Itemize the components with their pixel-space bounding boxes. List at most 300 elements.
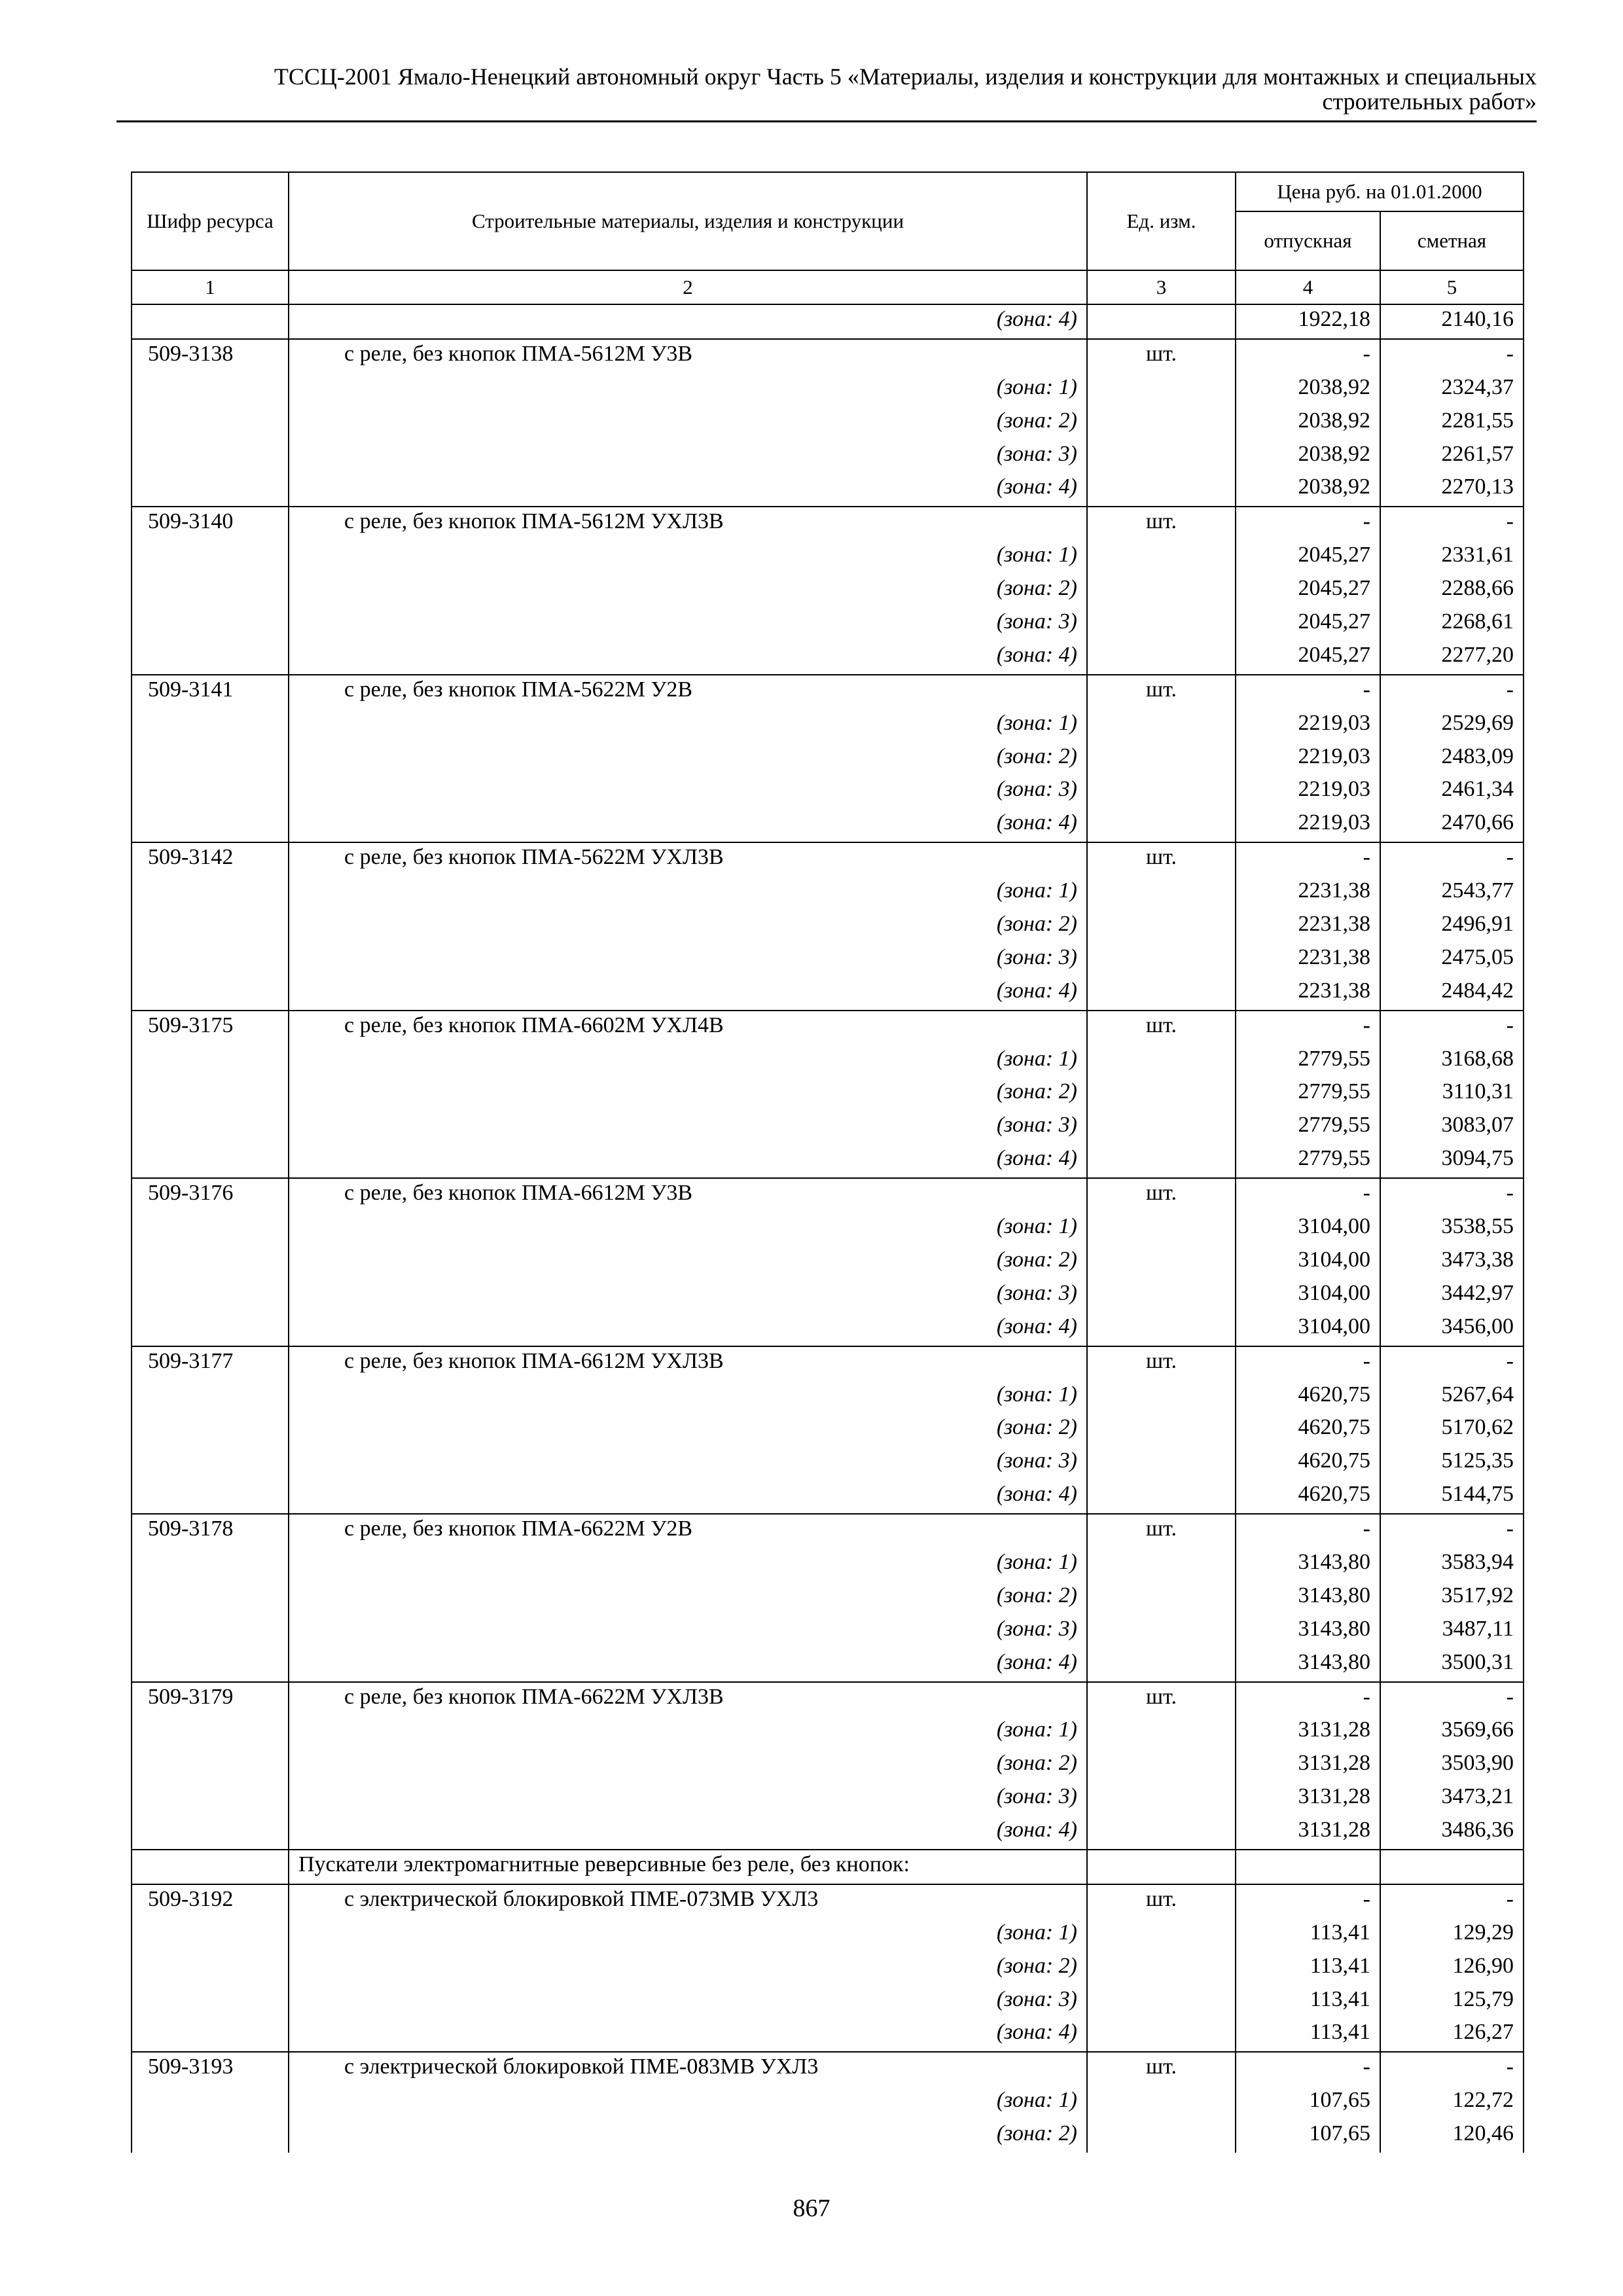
resource-code-cell [132, 910, 289, 943]
unit-cell [1087, 1111, 1236, 1144]
estimate-price-cell: 3473,21 [1380, 1782, 1524, 1816]
unit-cell [1087, 709, 1236, 742]
release-price-cell: 2779,55 [1236, 1144, 1380, 1178]
release-price-cell: 2231,38 [1236, 977, 1380, 1011]
estimate-price-cell: 3094,75 [1380, 1144, 1524, 1178]
material-name-cell: с реле, без кнопок ПМА-5622М УХЛ3В [289, 842, 1087, 876]
estimate-price-cell: 2331,61 [1380, 541, 1524, 574]
resource-code-cell [132, 2086, 289, 2119]
zone-label-cell: (зона: 2) [289, 1581, 1087, 1615]
resource-code-cell [132, 1615, 289, 1648]
zone-label-cell: (зона: 2) [289, 1077, 1087, 1111]
zone-label-cell: (зона: 4) [289, 1312, 1087, 1346]
release-price-cell: - [1236, 1346, 1380, 1380]
table-row [132, 1480, 1524, 1514]
zone-label-cell: (зона: 4) [289, 1816, 1087, 1850]
zone-label-cell: (зона: 3) [289, 943, 1087, 977]
resource-code-cell [132, 775, 289, 808]
unit-cell [1087, 1480, 1236, 1514]
column-number: 3 [1087, 270, 1236, 304]
column-number: 1 [132, 270, 289, 304]
unit-cell [1087, 1749, 1236, 1782]
zone-label-cell: (зона: 3) [289, 1111, 1087, 1144]
material-name-cell: с реле, без кнопок ПМА-6612М У3В [289, 1178, 1087, 1212]
zone-label-cell: (зона: 2) [289, 2119, 1087, 2153]
material-name-cell: с электрической блокировкой ПМЕ-083МВ УХЛ3 [289, 2052, 1087, 2086]
table-row [132, 943, 1524, 977]
table-row [132, 910, 1524, 943]
resource-code-cell: 509-3140 [132, 507, 289, 541]
resource-code-cell [132, 1111, 289, 1144]
release-price-cell: 3143,80 [1236, 1648, 1380, 1682]
resource-code-cell [132, 1480, 289, 1514]
resource-code-cell [132, 373, 289, 406]
estimate-price-cell: 3583,94 [1380, 1548, 1524, 1581]
table-row [132, 742, 1524, 776]
resource-code-cell [132, 1212, 289, 1246]
unit-cell [1087, 1246, 1236, 1279]
estimate-price-cell: - [1380, 507, 1524, 541]
estimate-price-cell: 122,72 [1380, 2086, 1524, 2119]
release-price-cell: 2779,55 [1236, 1045, 1380, 1078]
resource-code-cell [132, 1952, 289, 1985]
table-row [132, 641, 1524, 675]
estimate-price-cell: - [1380, 1884, 1524, 1918]
resource-code-cell [132, 1144, 289, 1178]
header-name: Строительные материалы, изделия и конструкции [289, 172, 1087, 270]
release-price-cell: - [1236, 1011, 1380, 1045]
table-row [132, 1279, 1524, 1312]
zone-label-cell: (зона: 3) [289, 1985, 1087, 2018]
table-row [132, 1346, 1524, 1380]
table-row [132, 2119, 1524, 2153]
unit-cell [1087, 943, 1236, 977]
release-price-cell [1236, 1850, 1380, 1884]
estimate-price-cell: 3487,11 [1380, 1615, 1524, 1648]
unit-cell [1087, 641, 1236, 675]
estimate-price-cell: 126,27 [1380, 2018, 1524, 2052]
resource-code-cell [132, 541, 289, 574]
header-title-line1: ТССЦ-2001 Ямало-Ненецкий автономный округ Часть 5 «Материалы, изделия и конструкции для монтажных и специальных [274, 63, 1537, 90]
table-row [132, 1581, 1524, 1615]
estimate-price-cell: 3456,00 [1380, 1312, 1524, 1346]
zone-label-cell: (зона: 4) [289, 1648, 1087, 1682]
zone-label-cell: (зона: 1) [289, 1918, 1087, 1952]
unit-cell [1087, 2018, 1236, 2052]
release-price-cell: - [1236, 1682, 1380, 1716]
material-name-cell: с реле, без кнопок ПМА-6622М УХЛ3В [289, 1682, 1087, 1716]
resource-code-cell: 509-3141 [132, 675, 289, 709]
column-number: 4 [1236, 270, 1380, 304]
resource-code-cell [132, 1918, 289, 1952]
table-row [132, 1413, 1524, 1446]
resource-code-cell [132, 709, 289, 742]
estimate-price-cell: 3486,36 [1380, 1816, 1524, 1850]
table-row [132, 1178, 1524, 1212]
resource-code-cell [132, 473, 289, 507]
release-price-cell: - [1236, 675, 1380, 709]
zone-label-cell: (зона: 4) [289, 1480, 1087, 1514]
table-row [132, 607, 1524, 641]
material-name-cell: с реле, без кнопок ПМА-6622М У2В [289, 1514, 1087, 1548]
zone-label-cell: (зона: 3) [289, 607, 1087, 641]
table-row [132, 876, 1524, 910]
unit-cell [1087, 541, 1236, 574]
resource-code-cell [132, 1045, 289, 1078]
column-number: 2 [289, 270, 1087, 304]
column-number: 5 [1380, 270, 1524, 304]
release-price-cell: 2045,27 [1236, 541, 1380, 574]
resource-code-cell [132, 1077, 289, 1111]
material-name-cell: с реле, без кнопок ПМА-5612М УХЛ3В [289, 507, 1087, 541]
unit-cell [1087, 1312, 1236, 1346]
release-price-cell: 2038,92 [1236, 440, 1380, 473]
zone-label-cell: (зона: 3) [289, 1615, 1087, 1648]
estimate-price-cell: 2496,91 [1380, 910, 1524, 943]
release-price-cell: 2779,55 [1236, 1077, 1380, 1111]
table-row [132, 304, 1524, 339]
resource-code-cell [132, 1816, 289, 1850]
estimate-price-cell: 126,90 [1380, 1952, 1524, 1985]
release-price-cell: 107,65 [1236, 2086, 1380, 2119]
unit-cell: шт. [1087, 675, 1236, 709]
resource-code-cell [132, 1648, 289, 1682]
unit-cell [1087, 1918, 1236, 1952]
unit-cell [1087, 1782, 1236, 1816]
zone-label-cell: (зона: 1) [289, 373, 1087, 406]
unit-cell: шт. [1087, 1178, 1236, 1212]
material-name-cell: с электрической блокировкой ПМЕ-073МВ УХЛ3 [289, 1884, 1087, 1918]
table-row [132, 1749, 1524, 1782]
resource-code-cell [132, 943, 289, 977]
zone-label-cell: (зона: 1) [289, 1212, 1087, 1246]
table-row [132, 709, 1524, 742]
release-price-cell: 113,41 [1236, 1918, 1380, 1952]
zone-label-cell: (зона: 1) [289, 2086, 1087, 2119]
zone-label-cell: (зона: 4) [289, 304, 1087, 339]
zone-label-cell: (зона: 4) [289, 473, 1087, 507]
release-price-cell: - [1236, 1178, 1380, 1212]
unit-cell [1087, 1548, 1236, 1581]
estimate-price-cell: 2529,69 [1380, 709, 1524, 742]
resource-code-cell [132, 2119, 289, 2153]
zone-label-cell: (зона: 2) [289, 574, 1087, 607]
unit-cell: шт. [1087, 1346, 1236, 1380]
unit-cell [1087, 373, 1236, 406]
table-row [132, 808, 1524, 842]
unit-cell: шт. [1087, 1514, 1236, 1548]
estimate-price-cell: 3503,90 [1380, 1749, 1524, 1782]
resource-code-cell [132, 1380, 289, 1414]
release-price-cell: 4620,75 [1236, 1480, 1380, 1514]
estimate-price-cell: 2324,37 [1380, 373, 1524, 406]
release-price-cell: 3143,80 [1236, 1548, 1380, 1581]
estimate-price-cell: 3083,07 [1380, 1111, 1524, 1144]
unit-cell [1087, 1648, 1236, 1682]
release-price-cell: 3131,28 [1236, 1816, 1380, 1850]
resource-code-cell [132, 406, 289, 440]
resource-code-cell [132, 977, 289, 1011]
resource-code-cell: 509-3177 [132, 1346, 289, 1380]
release-price-cell: 107,65 [1236, 2119, 1380, 2153]
estimate-price-cell: - [1380, 1011, 1524, 1045]
release-price-cell: 2038,92 [1236, 373, 1380, 406]
table-row [132, 1782, 1524, 1816]
resource-code-cell: 509-3179 [132, 1682, 289, 1716]
resource-code-cell [132, 1548, 289, 1581]
zone-label-cell: (зона: 2) [289, 1952, 1087, 1985]
unit-cell [1087, 977, 1236, 1011]
release-price-cell: 3104,00 [1236, 1246, 1380, 1279]
release-price-cell: 2045,27 [1236, 607, 1380, 641]
resource-code-cell [132, 304, 289, 339]
table-row [132, 541, 1524, 574]
zone-label-cell: (зона: 3) [289, 1279, 1087, 1312]
resource-code-cell [132, 1581, 289, 1615]
estimate-price-cell: 2475,05 [1380, 943, 1524, 977]
unit-cell: шт. [1087, 1682, 1236, 1716]
unit-cell [1087, 1985, 1236, 2018]
estimate-price-cell: 3538,55 [1380, 1212, 1524, 1246]
resource-code-cell [132, 1279, 289, 1312]
release-price-cell: 3131,28 [1236, 1782, 1380, 1816]
release-price-cell: 2219,03 [1236, 742, 1380, 776]
estimate-price-cell: 2268,61 [1380, 607, 1524, 641]
zone-label-cell: (зона: 1) [289, 876, 1087, 910]
unit-cell [1087, 2119, 1236, 2153]
estimate-price-cell: 3517,92 [1380, 1581, 1524, 1615]
table-row [132, 1111, 1524, 1144]
zone-label-cell: (зона: 4) [289, 977, 1087, 1011]
table-row [132, 440, 1524, 473]
unit-cell [1087, 473, 1236, 507]
table-row [132, 1011, 1524, 1045]
resource-code-cell: 509-3138 [132, 339, 289, 373]
resource-code-cell [132, 1246, 289, 1279]
header-release-price: отпускная [1236, 211, 1380, 270]
unit-cell [1087, 1615, 1236, 1648]
estimate-price-cell: 2461,34 [1380, 775, 1524, 808]
table-body [132, 304, 1524, 2153]
release-price-cell: 2219,03 [1236, 775, 1380, 808]
estimate-price-cell: 2288,66 [1380, 574, 1524, 607]
table-row [132, 1045, 1524, 1078]
unit-cell: шт. [1087, 1011, 1236, 1045]
zone-label-cell: (зона: 3) [289, 1446, 1087, 1480]
release-price-cell: 2231,38 [1236, 943, 1380, 977]
table-row [132, 507, 1524, 541]
table-row [132, 406, 1524, 440]
resource-code-cell: 509-3193 [132, 2052, 289, 2086]
unit-cell [1087, 1045, 1236, 1078]
table-row [132, 1615, 1524, 1648]
estimate-price-cell: 3168,68 [1380, 1045, 1524, 1078]
estimate-price-cell: 2270,13 [1380, 473, 1524, 507]
zone-label-cell: (зона: 1) [289, 1715, 1087, 1749]
table-row [132, 473, 1524, 507]
estimate-price-cell: - [1380, 675, 1524, 709]
resource-code-cell [132, 876, 289, 910]
table-row [132, 1952, 1524, 1985]
unit-cell [1087, 1212, 1236, 1246]
table-row [132, 1918, 1524, 1952]
table-row [132, 1682, 1524, 1716]
zone-label-cell: (зона: 1) [289, 1045, 1087, 1078]
zone-label-cell: (зона: 3) [289, 775, 1087, 808]
resource-code-cell [132, 1715, 289, 1749]
unit-cell [1087, 574, 1236, 607]
zone-label-cell: (зона: 1) [289, 1380, 1087, 1414]
estimate-price-cell: 2277,20 [1380, 641, 1524, 675]
table-row [132, 1446, 1524, 1480]
estimate-price-cell: 3442,97 [1380, 1279, 1524, 1312]
release-price-cell: 2779,55 [1236, 1111, 1380, 1144]
resource-code-cell [132, 2018, 289, 2052]
unit-cell [1087, 1380, 1236, 1414]
table-row [132, 1212, 1524, 1246]
release-price-cell: - [1236, 2052, 1380, 2086]
resource-code-cell [132, 742, 289, 776]
release-price-cell: 2045,27 [1236, 641, 1380, 675]
release-price-cell: 2231,38 [1236, 910, 1380, 943]
header-unit: Ед. изм. [1087, 172, 1236, 270]
unit-cell [1087, 1816, 1236, 1850]
release-price-cell: - [1236, 842, 1380, 876]
header-divider [116, 120, 1537, 122]
zone-label-cell: (зона: 3) [289, 440, 1087, 473]
release-price-cell: - [1236, 507, 1380, 541]
zone-label-cell: (зона: 2) [289, 742, 1087, 776]
release-price-cell: 2045,27 [1236, 574, 1380, 607]
estimate-price-cell: 5144,75 [1380, 1480, 1524, 1514]
table-row [132, 1246, 1524, 1279]
resource-code-cell [132, 808, 289, 842]
estimate-price-cell: - [1380, 1346, 1524, 1380]
release-price-cell: 4620,75 [1236, 1413, 1380, 1446]
estimate-price-cell [1380, 1850, 1524, 1884]
estimate-price-cell: - [1380, 842, 1524, 876]
table-row [132, 1312, 1524, 1346]
estimate-price-cell: 5170,62 [1380, 1413, 1524, 1446]
table-row [132, 1548, 1524, 1581]
release-price-cell: 2219,03 [1236, 709, 1380, 742]
unit-cell: шт. [1087, 2052, 1236, 2086]
table-row [132, 1077, 1524, 1111]
release-price-cell: 3143,80 [1236, 1581, 1380, 1615]
zone-label-cell: (зона: 4) [289, 641, 1087, 675]
table-row [132, 2052, 1524, 2086]
table-row [132, 339, 1524, 373]
release-price-cell: 113,41 [1236, 1952, 1380, 1985]
zone-label-cell: (зона: 1) [289, 1548, 1087, 1581]
unit-cell [1087, 406, 1236, 440]
unit-cell [1087, 742, 1236, 776]
table-row [132, 775, 1524, 808]
release-price-cell: - [1236, 1514, 1380, 1548]
release-price-cell: 1922,18 [1236, 304, 1380, 339]
page-header [116, 64, 1537, 114]
resource-code-cell [132, 1446, 289, 1480]
table-row [132, 977, 1524, 1011]
resource-code-cell [132, 1782, 289, 1816]
release-price-cell: 113,41 [1236, 1985, 1380, 2018]
unit-cell [1087, 304, 1236, 339]
zone-label-cell: (зона: 4) [289, 2018, 1087, 2052]
estimate-price-cell: 120,46 [1380, 2119, 1524, 2153]
zone-label-cell: (зона: 2) [289, 1246, 1087, 1279]
estimate-price-cell: - [1380, 1682, 1524, 1716]
estimate-price-cell: 2484,42 [1380, 977, 1524, 1011]
table-row [132, 1514, 1524, 1548]
release-price-cell: 3104,00 [1236, 1312, 1380, 1346]
release-price-cell: - [1236, 339, 1380, 373]
unit-cell [1087, 1446, 1236, 1480]
resource-code-cell [132, 1312, 289, 1346]
release-price-cell: 3131,28 [1236, 1749, 1380, 1782]
header-title-line2: строительных работ» [1322, 88, 1537, 115]
page-number: 867 [793, 2195, 830, 2222]
resource-code-cell [132, 1985, 289, 2018]
estimate-price-cell: 2281,55 [1380, 406, 1524, 440]
release-price-cell: 3143,80 [1236, 1615, 1380, 1648]
material-name-cell: с реле, без кнопок ПМА-5612М У3В [289, 339, 1087, 373]
unit-cell [1087, 1144, 1236, 1178]
table-row [132, 1850, 1524, 1884]
estimate-price-cell: - [1380, 2052, 1524, 2086]
zone-label-cell: (зона: 2) [289, 1749, 1087, 1782]
zone-label-cell: (зона: 1) [289, 541, 1087, 574]
estimate-price-cell: 3569,66 [1380, 1715, 1524, 1749]
unit-cell: шт. [1087, 1884, 1236, 1918]
resource-code-cell [132, 574, 289, 607]
table-row [132, 574, 1524, 607]
release-price-cell: 2038,92 [1236, 406, 1380, 440]
zone-label-cell: (зона: 1) [289, 709, 1087, 742]
estimate-price-cell: 3500,31 [1380, 1648, 1524, 1682]
unit-cell [1087, 440, 1236, 473]
unit-cell [1087, 1581, 1236, 1615]
resource-code-cell: 509-3178 [132, 1514, 289, 1548]
unit-cell: шт. [1087, 339, 1236, 373]
resource-code-cell [132, 440, 289, 473]
resource-code-cell [132, 1413, 289, 1446]
table-row [132, 1884, 1524, 1918]
table-row [132, 1648, 1524, 1682]
zone-label-cell: (зона: 2) [289, 406, 1087, 440]
table-row [132, 2086, 1524, 2119]
header-estimate-price: сметная [1380, 211, 1524, 270]
estimate-price-cell: 125,79 [1380, 1985, 1524, 2018]
unit-cell [1087, 910, 1236, 943]
resource-code-cell [132, 641, 289, 675]
release-price-cell: 4620,75 [1236, 1446, 1380, 1480]
release-price-cell: 2231,38 [1236, 876, 1380, 910]
estimate-price-cell: 2483,09 [1380, 742, 1524, 776]
release-price-cell: 2038,92 [1236, 473, 1380, 507]
resource-code-cell [132, 607, 289, 641]
unit-cell: шт. [1087, 507, 1236, 541]
estimate-price-cell: 3473,38 [1380, 1246, 1524, 1279]
release-price-cell: - [1236, 1884, 1380, 1918]
estimate-price-cell: - [1380, 339, 1524, 373]
table-row [132, 1816, 1524, 1850]
resource-code-cell [132, 1850, 289, 1884]
zone-label-cell: (зона: 2) [289, 1413, 1087, 1446]
estimate-price-cell: 3110,31 [1380, 1077, 1524, 1111]
table-row [132, 2018, 1524, 2052]
unit-cell [1087, 808, 1236, 842]
release-price-cell: 3104,00 [1236, 1212, 1380, 1246]
